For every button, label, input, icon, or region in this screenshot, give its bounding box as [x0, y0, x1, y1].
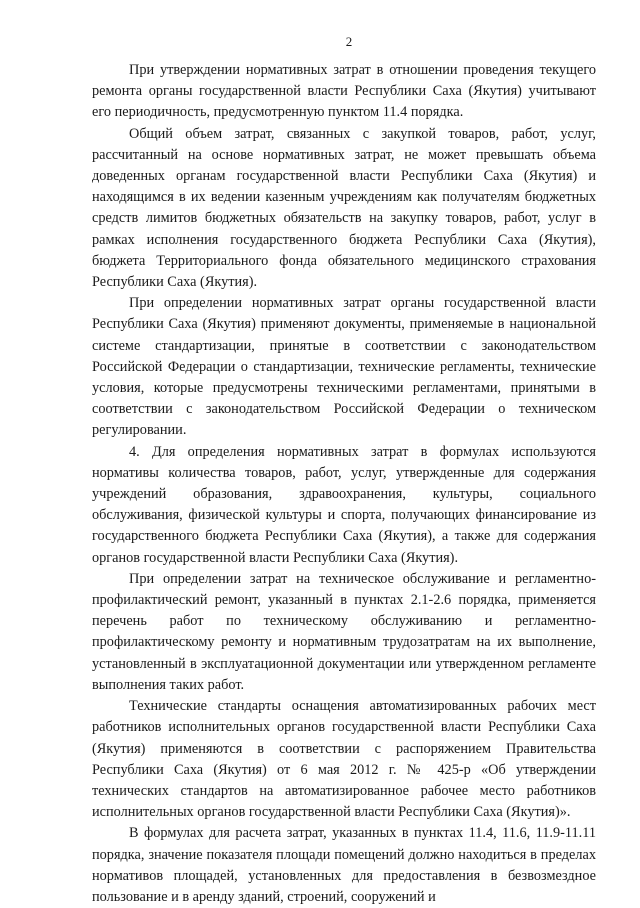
paragraph-item-4: 4. Для определения нормативных затрат в формулах используются нормативы количества товаров, работ, услуг, утвержденные для содержания учреждений образования, здравоохранения, культуры, социального обслуживания, физической культуры и спорта, получающих финансирование из государственного бюджета Республики Саха (Якутия), а также для содержания органов государственной власти Республики Саха (Якутия). [92, 443, 596, 566]
paragraph-current-repair: При утверждении нормативных затрат в отношении проведения текущего ремонта органы государственной власти Республики Саха (Якутия) учитывают его периодичность, предусмотренную пунктом 11.4 порядка. [92, 62, 596, 121]
page-number: 2 [345, 34, 353, 49]
paragraph-maintenance: При определении затрат на техническое обслуживание и регламентно-профилактический ремонт, указанный в пунктах 2.1-2.6 порядка, применяется перечень работ по техническому обслуживанию и регламентно-профилактическому ремонту и нормативным трудозатратам на их выполнение, установленный в эксплуатационной документации или утвержденном регламенте выполнения таких работ. [92, 570, 596, 693]
paragraph-standards-documents: При определении нормативных затрат органы государственной власти Республики Саха (Якутия) применяют документы, применяемые в национальной системе стандартизации, принятые в соответствии с законодательством Российской Федерации о стандартизации, технические регламенты, технические условия, которые предусмотрены техническими регламентами, принятыми в соответствии с законодательством Российской Федерации о техническом регулировании. [92, 295, 596, 439]
paragraph-workstation-standards: Технические стандарты оснащения автоматизированных рабочих мест работников исполнительных органов государственной власти Республики Саха (Якутия) применяются в соответствии с распоряжением Правительства Республики Саха (Якутия) от 6 мая 2012 г. № 425-р «Об утверждении технических стандартов на автоматизированное рабочее место работников исполнительных органов государственной власти Республики Саха (Якутия)». [92, 698, 596, 821]
paragraph-total-costs: Общий объем затрат, связанных с закупкой товаров, работ, услуг, рассчитанный на основе нормативных затрат, не может превышать объема доведенных органам государственной власти Республики Саха (Якутия) и находящимся в их ведении казенным учреждениям как получателям бюджетных средств лимитов бюджетных обязательств на закупку товаров, работ, услуг в рамках исполнения государственного бюджета Республики Саха (Якутия), бюджета Территориального фонда обязательного медицинского страхования Республики Саха (Якутия). [92, 125, 596, 291]
paragraph-area-formulas: В формулах для расчета затрат, указанных в пунктах 11.4, 11.6, 11.9-11.11 порядка, значение показателя площади помещений должно находиться в пределах нормативов площадей, установленных для предоставления в безвозмездное пользование и в аренду зданий, строений, сооружений и [92, 825, 596, 905]
